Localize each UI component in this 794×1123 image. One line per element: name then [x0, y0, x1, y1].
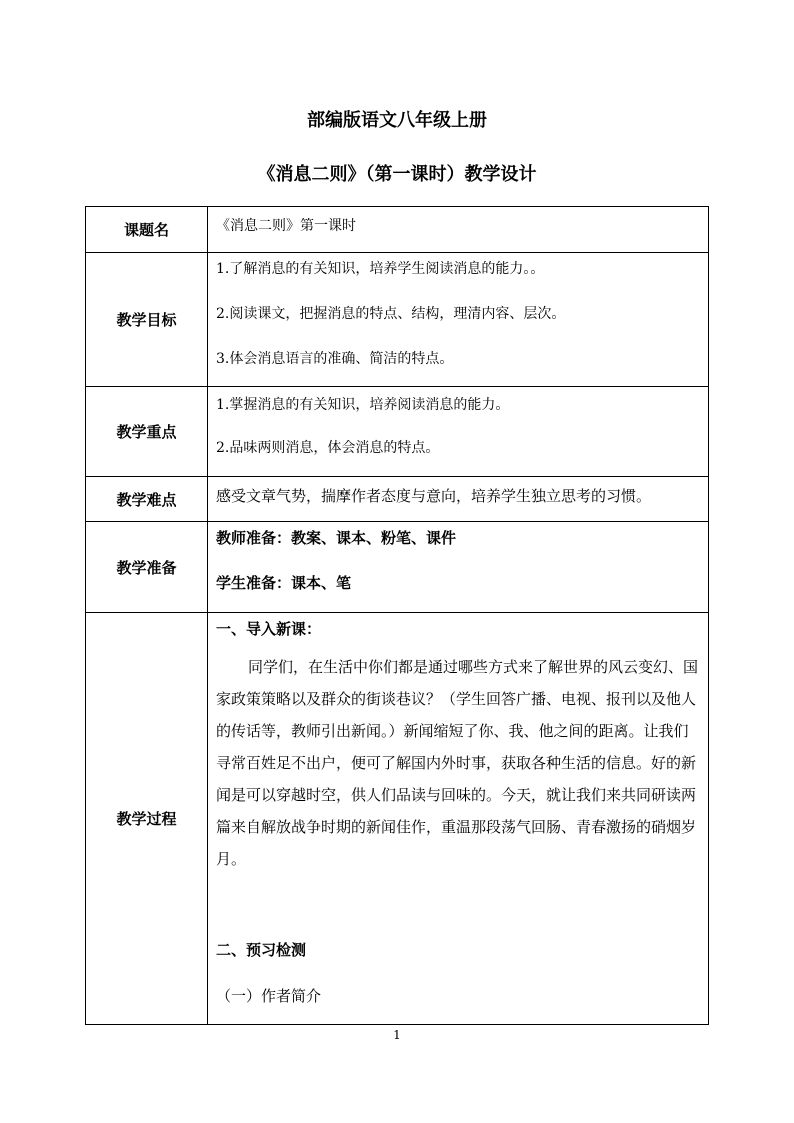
section-heading: 一、导入新课： — [216, 620, 322, 638]
table-row-process — [86, 613, 709, 1025]
student-prep: 学生准备：课本、笔 — [216, 574, 352, 592]
row-label-process: 教学过程 — [86, 613, 208, 1025]
section-heading: 二、预习检测 — [216, 941, 307, 959]
row-label-difficulty: 教学难点 — [86, 477, 208, 522]
intro-paragraph: 同学们，在生活中你们都是通过哪些方式来了解世界的风云变幻、国家政策策略以及群众的街谈巷议？（学生回答广播、电视、报刊以及他人的传话等，教师引出新闻。）新闻缩短了你、我、他之间的距离。让我们寻常百姓足不出户，便可了解国内外时事，获取各种生活的信息。好的新闻是可以穿越时空，供人们品读与回味的。今天，就让我们来共同研读两篇来自解放战争时期的新闻佳作，重温那段荡气回肠、青春激扬的硝烟岁月。 — [216, 658, 699, 868]
goal-item: 1.了解消息的有关知识，培养学生阅读消息的能力。。 — [216, 261, 545, 277]
table-row-focus — [86, 387, 709, 477]
prep-list — [208, 522, 709, 613]
table-row-prep — [86, 522, 709, 613]
lesson-plan-table — [85, 206, 709, 1025]
goals-list — [208, 253, 709, 387]
table-row-topic — [86, 207, 709, 253]
document-title: 部编版语文八年级上册 — [307, 110, 487, 131]
row-value-topic: 《消息二则》第一课时 — [208, 207, 709, 253]
row-label-topic: 课题名 — [86, 207, 208, 253]
focus-item: 1.掌握消息的有关知识，培养阅读消息的能力。 — [216, 397, 510, 413]
document-subtitle: 《消息二则》（第一课时）教学设计 — [257, 164, 537, 185]
goal-item: 2.阅读课文，把握消息的特点、结构，理清内容、层次。 — [216, 306, 566, 322]
subsection-heading: （一）作者简介 — [216, 987, 322, 1005]
focus-list — [208, 387, 709, 477]
table-row-difficulty — [86, 477, 709, 522]
row-label-prep: 教学准备 — [86, 522, 208, 613]
table-row-goals — [86, 253, 709, 387]
teacher-prep: 教师准备：教案、课本、粉笔、课件 — [216, 529, 457, 547]
process-content — [208, 613, 709, 1025]
row-value-difficulty: 感受文章气势，揣摩作者态度与意向，培养学生独立思考的习惯。 — [208, 477, 709, 522]
row-label-focus: 教学重点 — [86, 387, 208, 477]
row-label-goals: 教学目标 — [86, 253, 208, 387]
page-number: 1 — [393, 1028, 401, 1042]
goal-item: 3.体会消息语言的准确、简洁的特点。 — [216, 351, 454, 367]
focus-item: 2.品味两则消息，体会消息的特点。 — [216, 440, 440, 456]
